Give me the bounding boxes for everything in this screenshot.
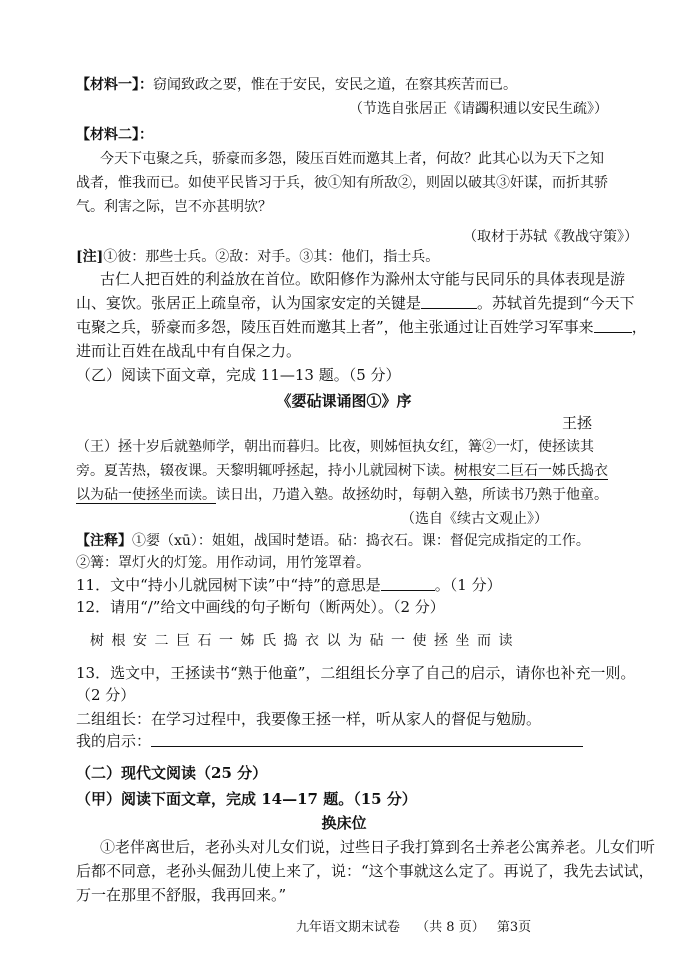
footer-page-number: 第3页 — [496, 920, 532, 935]
question-12: 12．请用“/”给文中画线的句子断句（断两处）。（2 分） — [76, 598, 445, 616]
section-yi-para-3 — [76, 486, 648, 505]
section-yi-instruction: （乙）阅读下面文章，完成 11—13 题。（5 分） — [76, 366, 401, 384]
question-13-group: 二组组长：在学习过程中，我要像王拯一样，听从家人的督促与勉励。 — [76, 710, 542, 728]
question-13-line-2: （2 分） — [76, 686, 136, 704]
section-yi-para-1: （王）拯十岁后就塾师学，朝出而暮归。比夜，则姊恒执女红，篝②一灯，使拯读其 — [76, 439, 594, 455]
section-modern-instruction: （甲）阅读下面文章，完成 14—17 题。（15 分） — [76, 790, 417, 808]
material1-source: （节选自张居正《请蠲积逋以安民生疏》） — [349, 101, 608, 117]
section-yi-author: 王拯 — [561, 414, 592, 432]
footer-exam-title: 九年语文期末试卷 — [296, 920, 401, 935]
section-yi-title: 《媭砧课诵图①》序 — [276, 392, 412, 410]
section-modern-title: 换床位 — [321, 814, 367, 832]
question-13-answer-blank[interactable] — [151, 732, 583, 747]
note-line — [76, 248, 648, 267]
section-yi-source: （选自《续古文观止》） — [401, 511, 548, 527]
material1-line — [76, 76, 648, 95]
question-13-line-1: 13．选文中，王拯读书“熟于他童”，二组组长分享了自己的启示，请你也补充一则。 — [76, 664, 636, 682]
material2-line-2: 战者，惟我而已。如使平民皆习于兵，彼①知有所敌②，则固以破其③奸谋，而折其骄 — [76, 175, 608, 191]
material1-label: 【材料一】： — [76, 77, 153, 93]
annotation-text-1: ①媭（xū）：姐姐，战国时楚语。砧：捣衣石。课：督促完成指定的工作。 — [132, 533, 590, 549]
summary-line-4: 进而让百姓在战乱中有自保之力。 — [76, 342, 302, 360]
underlined-sentence-part-2: 以为砧一使拯坐而读。 — [76, 487, 216, 503]
annotation-label: 【注释】 — [76, 533, 132, 549]
annotation-line-1 — [76, 532, 648, 551]
material2-line-1: 今天下屯聚之兵，骄豪而多怨，陵压百姓而邀其上者，何故？此其心以为天下之知 — [100, 151, 604, 167]
answer-blank-method[interactable] — [594, 318, 632, 333]
section-modern-para-3: 万一在那里不舒服，我再回来。” — [76, 886, 287, 904]
material2-source: （取材于苏轼《教战守策》） — [463, 229, 638, 245]
section-yi-para-3-text: 读日出，乃遣入塾。故拯幼时，每朝入塾，所读书乃熟于他童。 — [216, 487, 608, 503]
summary-line-2 — [76, 294, 648, 313]
summary-line-3 — [76, 318, 648, 337]
question-12-sentence[interactable]: 树根安二巨石一姊氏捣衣以为砧一使拯坐而读 — [90, 633, 520, 649]
section-modern-para-2: 后都不同意，老孙头倔劲儿使上来了，说：“这个事就这么定了。再说了，我先去试试， — [76, 862, 654, 880]
underlined-sentence-part-1: 树根安二巨石一姊氏捣衣 — [454, 463, 608, 479]
question-13-mine-label: 我的启示： — [76, 732, 152, 750]
question-11-text: 11．文中“持小儿就园树下读”中“持”的意思是 — [76, 576, 381, 594]
question-11-points: 。（1 分） — [434, 576, 502, 594]
section-modern-para-1: ①老伴离世后，老孙头对儿女们说，过些日子我打算到名士养老公寓养老。儿女们听 — [100, 838, 656, 856]
section-modern-heading: （二）现代文阅读（25 分） — [76, 764, 268, 782]
question-11 — [76, 576, 648, 595]
note-label: [注] — [76, 249, 104, 265]
summary-line-2-tail: 。苏轼首先提到“今天下 — [477, 294, 635, 312]
summary-line-1: 古仁人把百姓的利益放在首位。欧阳修作为滁州太守能与民同乐的具体表现是游 — [100, 270, 626, 288]
summary-line-2-text: 山、宴饮。张居正上疏皇帝，认为国家安定的关键是 — [76, 294, 422, 312]
footer-page-count: （共 8 页） — [416, 920, 485, 935]
question-11-blank[interactable] — [381, 576, 435, 591]
page-footer — [296, 918, 648, 937]
material2-label: 【材料二】： — [76, 127, 153, 143]
answer-blank-key[interactable] — [421, 294, 477, 309]
summary-line-3-tail: ， — [631, 318, 647, 336]
section-yi-para-2 — [76, 462, 648, 481]
note-text: ①彼：那些士兵。②敌：对手。③其：他们，指士兵。 — [103, 249, 440, 265]
question-13-answer-line — [76, 732, 648, 751]
summary-line-3-text: 屯聚之兵，骄豪而多怨，陵压百姓而邀其上者”，他主张通过让百姓学习军事来 — [76, 318, 594, 336]
section-yi-para-2-text: 旁。夏苦热，辍夜课。天黎明辄呼拯起，持小儿就园树下读。 — [76, 463, 454, 479]
annotation-line-2: ②篝：罩灯火的灯笼。用作动词，用竹笼罩着。 — [76, 555, 370, 571]
material1-text: 窃闻致政之要，惟在于安民，安民之道，在察其疾苦而已。 — [153, 77, 517, 93]
material2-line-3: 气。利害之际，岂不亦甚明欤？ — [76, 199, 272, 215]
